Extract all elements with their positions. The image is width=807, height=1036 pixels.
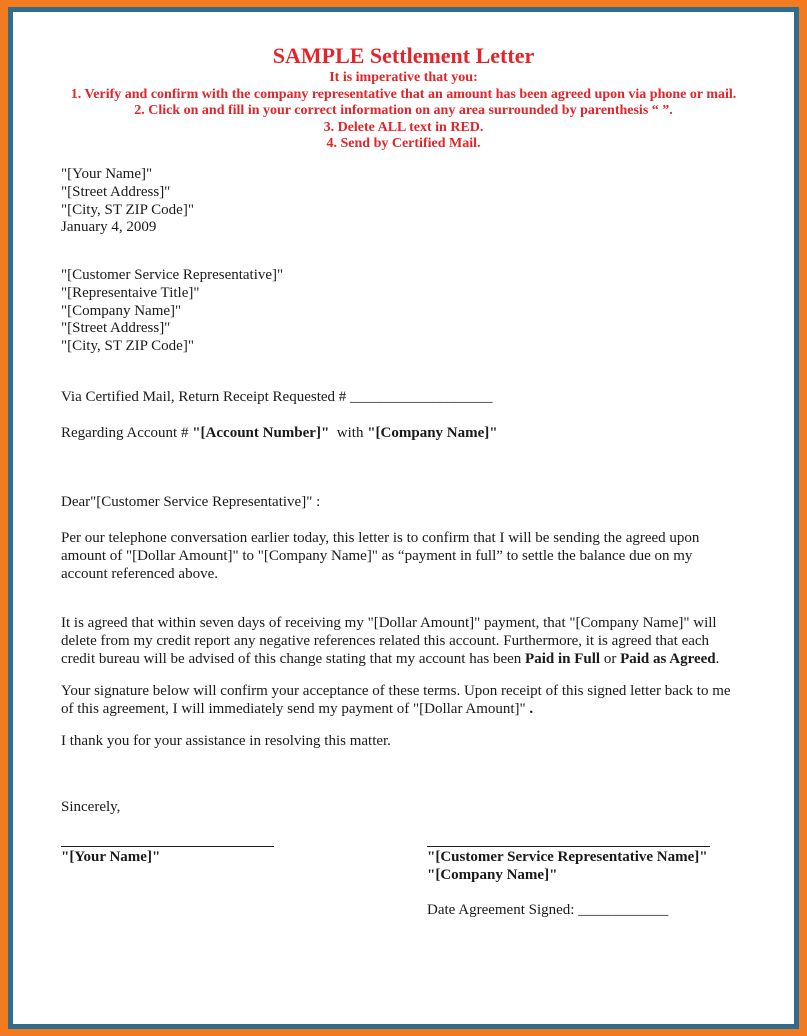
date-agreement-signed[interactable]: Date Agreement Signed: ____________ bbox=[427, 902, 669, 918]
paragraph-3-period: . bbox=[529, 700, 534, 717]
closing: Sincerely, bbox=[61, 799, 121, 815]
paragraph-3-text: of this agreement, I will immediately send my payment of "[Dollar Amount]" bbox=[61, 700, 530, 717]
paragraph-2-or: or bbox=[600, 650, 621, 667]
instruction-header bbox=[13, 42, 794, 153]
paid-as-agreed: Paid as Agreed bbox=[620, 650, 716, 667]
signature-line-right bbox=[427, 846, 710, 847]
instruction-step-1: 1. Verify and confirm with the company representative that an amount has been agreed upon via phone or mail. bbox=[70, 86, 737, 102]
paragraph-1-line: account referenced above. bbox=[61, 565, 218, 582]
paragraph-1 bbox=[61, 530, 699, 583]
thanks-line: I thank you for your assistance in resolving this matter. bbox=[61, 733, 391, 749]
paragraph-1-line: amount of "[Dollar Amount]" to "[Company Name]" as “payment in full” to settle the balance due on my bbox=[61, 547, 693, 564]
recipient-title[interactable]: "[Representaive Title]" bbox=[61, 284, 200, 301]
paragraph-2-period: . bbox=[715, 650, 720, 667]
signature-company-name[interactable]: "[Company Name]" bbox=[427, 866, 558, 883]
paragraph-2-line: delete from my credit report any negative references related this account. Furthermore, it is agreed that each bbox=[61, 632, 710, 649]
recipient-city[interactable]: "[City, ST ZIP Code]" bbox=[61, 338, 194, 355]
sender-street[interactable]: "[Street Address]" bbox=[61, 183, 171, 200]
paragraph-3-line bbox=[61, 701, 731, 719]
recipient-street[interactable]: "[Street Address]" bbox=[61, 320, 171, 337]
instruction-step-4: 4. Send by Certified Mail. bbox=[326, 136, 481, 151]
signature-block-right bbox=[427, 849, 708, 885]
signature-rep-name[interactable]: "[Customer Service Representative Name]" bbox=[427, 849, 708, 865]
regarding-line bbox=[61, 425, 498, 443]
regarding-with: with bbox=[329, 425, 368, 441]
paragraph-2 bbox=[61, 615, 719, 668]
paragraph-1-line: Per our telephone conversation earlier today, this letter is to confirm that I will be sending the agreed upon bbox=[61, 530, 700, 546]
instruction-step-2: 2. Click on and fill in your correct information on any area surrounded by parenthesis “ ”. bbox=[134, 103, 673, 118]
regarding-company[interactable]: "[Company Name]" bbox=[367, 425, 498, 441]
recipient-address bbox=[61, 267, 283, 356]
account-number[interactable]: "[Account Number]" bbox=[192, 425, 330, 441]
letter-title: SAMPLE Settlement Letter bbox=[272, 43, 535, 68]
recipient-company[interactable]: "[Company Name]" bbox=[61, 302, 182, 319]
sender-name[interactable]: "[Your Name]" bbox=[61, 166, 153, 182]
signature-line-left bbox=[61, 846, 274, 847]
instruction-step-3: 3. Delete ALL text in RED. bbox=[323, 119, 484, 135]
paragraph-3-line: Your signature below will confirm your acceptance of these terms. Upon receipt of this signed letter back to me bbox=[61, 683, 731, 699]
paragraph-2-text: credit bureau will be advised of this change stating that my account has been bbox=[61, 650, 526, 667]
sender-address bbox=[61, 166, 194, 237]
letter-date: January 4, 2009 bbox=[61, 219, 157, 236]
paragraph-2-line: It is agreed that within seven days of receiving my "[Dollar Amount]" payment, that "[Company Name]" will bbox=[61, 615, 717, 631]
paragraph-2-line bbox=[61, 651, 719, 669]
recipient-rep[interactable]: "[Customer Service Representative]" bbox=[61, 267, 284, 283]
salutation: Dear"[Customer Service Representative]" : bbox=[61, 494, 321, 510]
instruction-intro: It is imperative that you: bbox=[329, 70, 478, 85]
signature-name-left[interactable]: "[Your Name]" bbox=[61, 849, 161, 865]
sender-city[interactable]: "[City, ST ZIP Code]" bbox=[61, 201, 194, 218]
paid-in-full: Paid in Full bbox=[525, 650, 601, 667]
regarding-prefix: Regarding Account # bbox=[61, 425, 193, 441]
letter-page bbox=[13, 12, 794, 1024]
via-certified-mail: Via Certified Mail, Return Receipt Requested # ___________________ bbox=[61, 389, 493, 405]
paragraph-3 bbox=[61, 683, 731, 719]
